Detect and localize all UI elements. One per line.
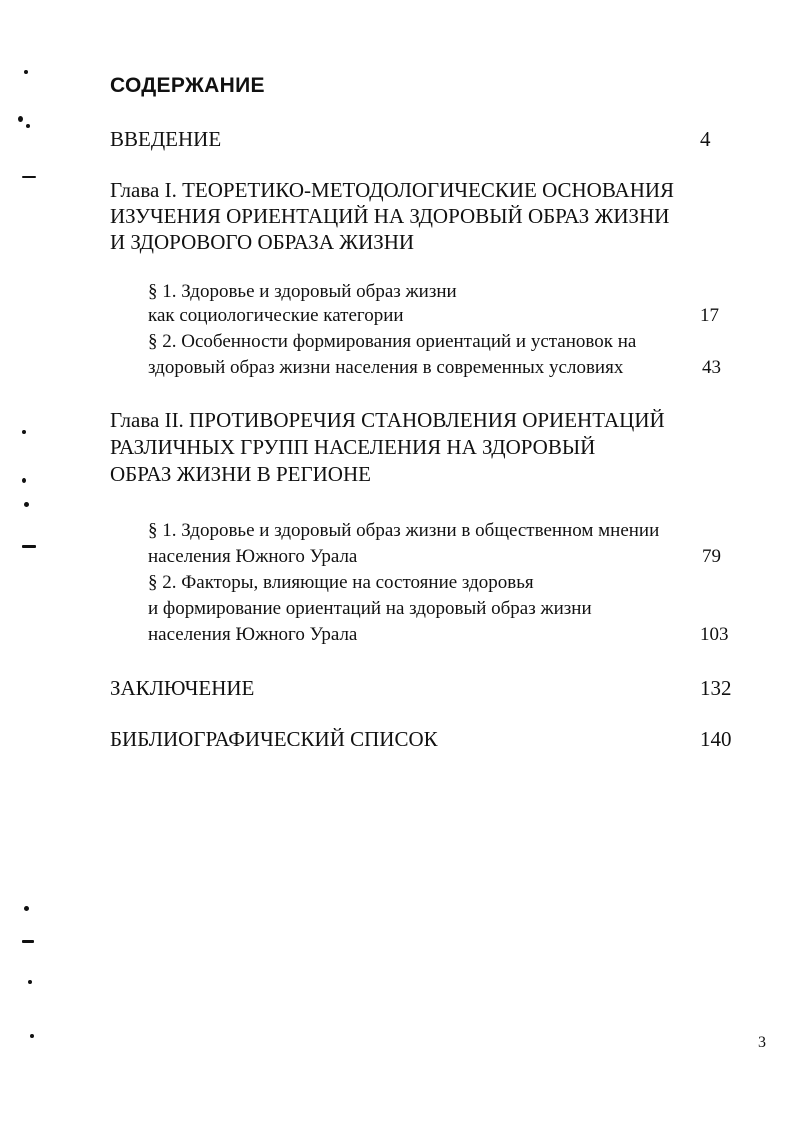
chapter-2-title-line-3: ОБРАЗ ЖИЗНИ В РЕГИОНЕ xyxy=(110,462,371,486)
toc-intro-page: 4 xyxy=(700,127,711,151)
chapter-1-title-line-1: Глава I. ТЕОРЕТИКО-МЕТОДОЛОГИЧЕСКИЕ ОСНОВАНИЯ xyxy=(110,178,675,202)
ch2-sec1-line-2: населения Южного Урала xyxy=(148,546,358,567)
toc-bibliography-title: БИБЛИОГРАФИЧЕСКИЙ СПИСОК xyxy=(110,727,438,751)
ch2-sec2-line-1: § 2. Факторы, влияющие на состояние здоровья xyxy=(148,572,534,593)
page-number: 3 xyxy=(758,1034,766,1051)
toc-conclusion-title: ЗАКЛЮЧЕНИЕ xyxy=(110,676,255,700)
ch2-sec2-page: 103 xyxy=(700,624,729,645)
ch2-sec2-line-3: населения Южного Урала xyxy=(148,624,358,645)
ch2-sec2-line-2: и формирование ориентаций на здоровый образ жизни xyxy=(148,598,592,619)
chapter-2-title-line-1: Глава II. ПРОТИВОРЕЧИЯ СТАНОВЛЕНИЯ ОРИЕНТАЦИЙ xyxy=(110,408,665,432)
ch1-sec2-line-2: здоровый образ жизни населения в современных условиях xyxy=(148,357,624,378)
toc-conclusion-page: 132 xyxy=(700,676,732,700)
toc-intro-title: ВВЕДЕНИЕ xyxy=(110,127,222,151)
ch1-sec2-page: 43 xyxy=(702,357,721,378)
ch1-sec2-line-1: § 2. Особенности формирования ориентаций и установок на xyxy=(148,331,637,352)
ch1-sec1-line-1: § 1. Здоровье и здоровый образ жизни xyxy=(148,281,457,302)
ch2-sec1-line-1: § 1. Здоровье и здоровый образ жизни в общественном мнении xyxy=(148,520,660,541)
ch1-sec1-line-2: как социологические категории xyxy=(148,305,404,326)
chapter-2-title-line-2: РАЗЛИЧНЫХ ГРУПП НАСЕЛЕНИЯ НА ЗДОРОВЫЙ xyxy=(110,435,596,459)
chapter-1-title-line-3: И ЗДОРОВОГО ОБРАЗА ЖИЗНИ xyxy=(110,230,415,254)
contents-heading: СОДЕРЖАНИЕ xyxy=(110,74,265,97)
ch2-sec1-page: 79 xyxy=(702,546,721,567)
toc-bibliography-page: 140 xyxy=(700,727,732,751)
ch1-sec1-page: 17 xyxy=(700,305,719,326)
chapter-1-title-line-2: ИЗУЧЕНИЯ ОРИЕНТАЦИЙ НА ЗДОРОВЫЙ ОБРАЗ ЖИЗНИ xyxy=(110,204,670,228)
